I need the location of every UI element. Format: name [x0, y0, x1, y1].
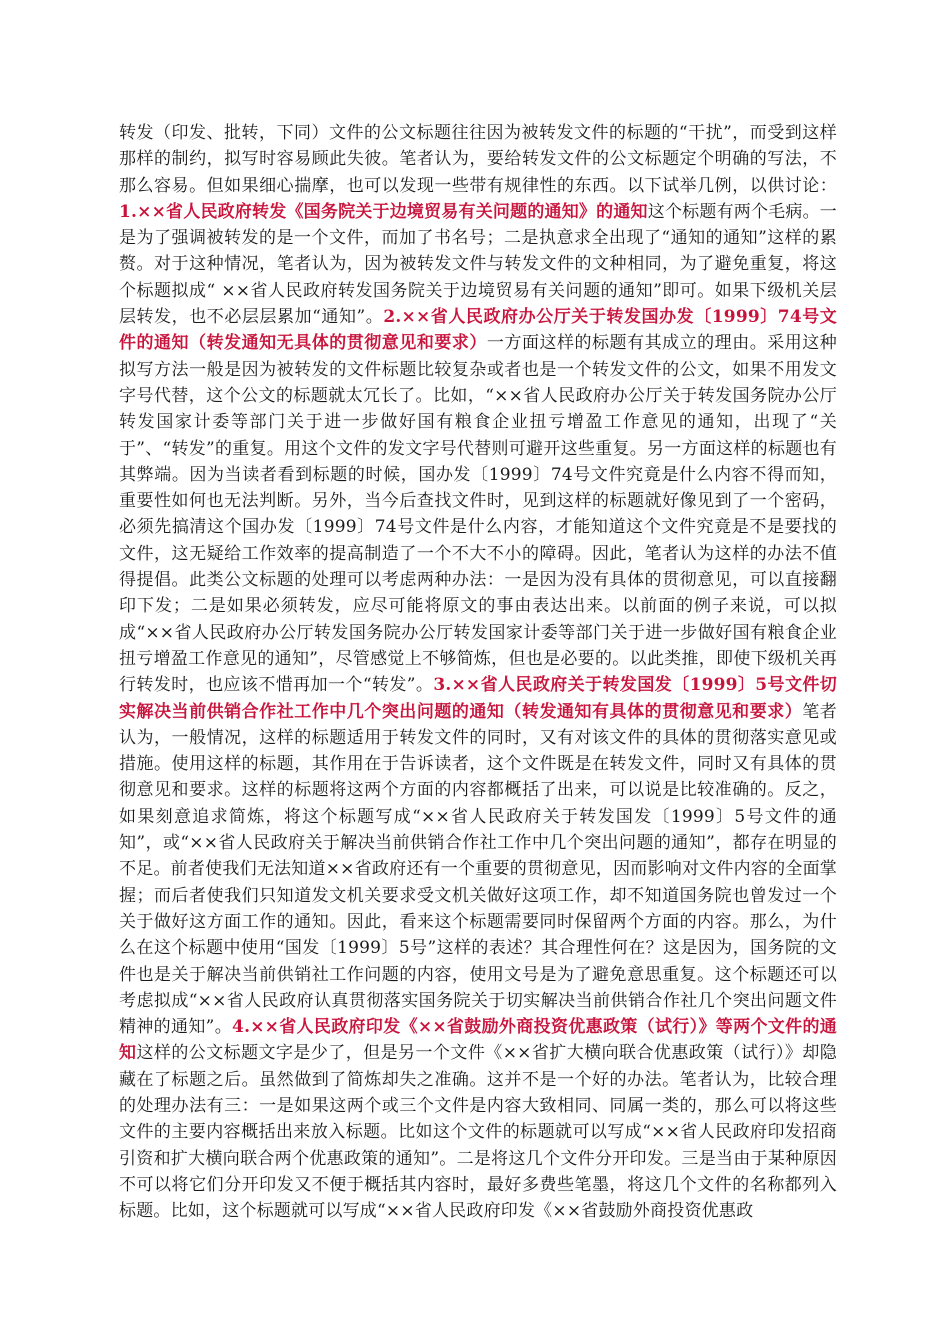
document-body	[119, 120, 837, 1224]
example-heading-3: 3.××省人民政府关于转发国发〔1999〕5号文件切实解决当前供销合作社工作中几个突出问题的通知（转发通知有具体的贯彻意见和要求）	[119, 675, 838, 722]
example-heading-1: 1.××省人民政府转发《国务院关于边境贸易有关问题的通知》的通知	[119, 201, 648, 222]
example-text-2: 一方面这样的标题有其成立的理由。采用这种拟写方法一般是因为被转发的文件标题比较复杂或者也是一个转发文件的公文，如果不用发文字号代替，这个公文的标题就太冗长了。比如，“××省人民政府办公厅关于转发国务院办公厅转发国家计委等部门关于进一步做好国有粮食企业扭亏增盈工作意见的通知，出现了“关于”、“转发”的重复。用这个文件的发文字号代替则可避开这些重复。另一方面这样的标题也有其弊端。因为当读者看到标题的时候，国办发〔1999〕74号文件究竟是什么内容不得而知，重要性如何也无法判断。另外，当今后查找文件时，见到这样的标题就好像见到了一个密码，必须先搞清这个国办发〔1999〕74号文件是什么内容，才能知道这个文件究竟是不是要找的文件，这无疑给工作效率的提高制造了一个不大不小的障碍。因此，笔者认为这样的办法不值得提倡。此类公文标题的处理可以考虑两种办法：一是因为没有具体的贯彻意见，可以直接翻印下发；二是如果必须转发，应尽可能将原文的事由表达出来。以前面的例子来说，可以拟成“××省人民政府办公厅转发国务院办公厅转发国家计委等部门关于进一步做好国有粮食企业扭亏增盈工作意见的通知”，尽管感觉上不够简炼，但也是必要的。以此类推，即使下级机关再行转发时，也应该不惜再加一个“转发”。	[119, 333, 837, 696]
example-text-3: 笔者认为，一般情况，这样的标题适用于转发文件的同时，又有对该文件的具体的贯彻落实意见或措施。使用这样的标题，其作用在于告诉读者，这个文件既是在转发文件，同时又有具体的贯彻意见和要求。这样的标题将这两个方面的内容都概括了出来，可以说是比较准确的。反之，如果刻意追求简炼，将这个标题写成“××省人民政府关于转发国发〔1999〕5号文件的通知”，或“××省人民政府关于解决当前供销合作社工作中几个突出问题的通知”，都存在明显的不足。前者使我们无法知道××省政府还有一个重要的贯彻意见，因而影响对文件内容的全面掌握；而后者使我们只知道发文机关要求受文机关做好这项工作，却不知道国务院也曾发过一个关于做好这方面工作的通知。因此，看来这个标题需要同时保留两个方面的内容。那么，为什么在这个标题中使用“国发〔1999〕5号”这样的表述？其合理性何在？这是因为，国务院的文件也是关于解决当前供销社工作问题的内容，使用文号是为了避免意思重复。这个标题还可以考虑拟成“××省人民政府认真贯彻落实国务院关于切实解决当前供销合作社几个突出问题文件精神的通知”。	[119, 701, 837, 1038]
example-heading-2: 2.××省人民政府办公厅关于转发国办发〔1999〕74号文件的通知（转发通知无具体的贯彻意见和要求）	[119, 307, 837, 354]
example-heading-4: 4.××省人民政府印发《××省鼓励外商投资优惠政策（试行）》等两个文件的通知	[119, 1017, 838, 1064]
example-text-4: 这样的公文标题文字是少了，但是另一个文件《××省扩大横向联合优惠政策（试行）》却隐藏在了标题之后。虽然做到了简炼却失之准确。这并不是一个好的办法。笔者认为，比较合理的处理办法有三：一是如果这两个或三个文件是内容大致相同、同属一类的，那么可以将这些文件的主要内容概括出来放入标题。比如这个文件的标题就可以写成“××省人民政府印发招商引资和扩大横向联合两个优惠政策的通知”。二是将这几个文件分开印发。三是当由于某种原因不可以将它们分开印发又不便于概括其内容时，最好多费些笔墨，将这几个文件的名称都列入标题。比如，这个标题就可以写成“××省人民政府印发《××省鼓励外商投资优惠政	[119, 1043, 838, 1222]
example-text-1: 这个标题有两个毛病。一是为了强调被转发的是一个文件，而加了书名号；二是执意求全出现了“通知的通知”这样的累赘。对于这种情况，笔者认为，因为被转发文件与转发文件的文种相同，为了避免重复，将这个标题拟成“ ××省人民政府转发国务院关于边境贸易有关问题的通知”即可。如果下级机关层层转发，也不必层层累加“通知”。	[119, 201, 837, 328]
intro-text: 转发（印发、批转，下同）文件的公文标题往往因为被转发文件的标题的“干扰”，而受到这样那样的制约，拟写时容易顾此失彼。笔者认为，要给转发文件的公文标题定个明确的写法，不那么容易。但如果细心揣摩，也可以发现一些带有规律性的东西。以下试举几例，以供讨论：	[119, 123, 837, 196]
body-paragraph	[119, 120, 837, 1224]
